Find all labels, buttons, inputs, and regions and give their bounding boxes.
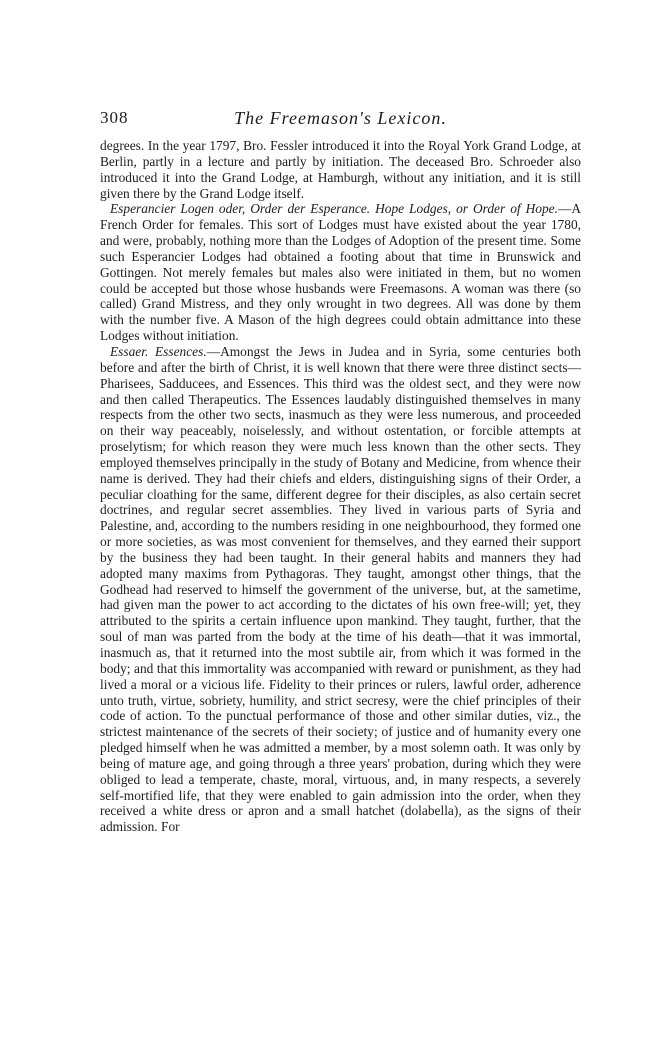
entry-headword: Esperancier Logen oder, Order der Esperance. Hope Lodges, or Order of Hope.: [110, 201, 558, 217]
entry-headword: Essaer. Essences.: [110, 343, 207, 359]
entry-essaer: [100, 344, 581, 835]
paragraph-text: degrees. In the year 1797, Bro. Fessler introduced it into the Royal York Grand Lodge, at Berlin, partly in a lecture and partly by initiation. The deceased Bro. Schroeder also introduced it into the Grand Lodge, at Hamburgh, without any initiation, and it is still given there by the Grand Lodge itself.: [100, 138, 581, 201]
book-page: [100, 108, 581, 835]
entry-text: —A French Order for females. This sort of Lodges must have existed about the year 1780, and were, probably, nothing more than the Lodges of Adoption of the present time. Some such Esperancier Lodges had obtained a footing about that time in Brunswick and Gottingen. Not merely females but males also were initiated in them, but no women could be accepted but those whose husbands were Freemasons. A woman was there (so called) Grand Mistress, and they only wrought in two degrees. All was done by them with the number five. A Mason of the high degrees could obtain admittance into these Lodges without initiation.: [100, 201, 581, 344]
paragraph-continuation: [100, 138, 581, 201]
body-text: [100, 138, 581, 835]
running-title: The Freemason's Lexicon.: [234, 108, 447, 128]
page-number: 308: [100, 108, 129, 127]
entry-text: —Amongst the Jews in Judea and in Syria, some centuries both before and after the birth of Christ, it is well known that there were three distinct sects—Pharisees, Sadducees, and Essences. This third was the oldest sect, and they were now and then called Therapeutics. The Essences laudably distinguished themselves in many respects from the other two sects, inasmuch as they were less numerous, and proceeded on their way peaceably, noiselessly, and without ostentation, or forcible attempts at proselytism; for which reason they were much less known than the other sects. They employed themselves principally in the study of Botany and Medicine, from whence their name is derived. They had their chiefs and elders, distinguishing signs of their Order, a peculiar cloathing for the same, different degree for their disciples, as also certain secret doctrines, and regular secret assemblies. They lived in various parts of Syria and Palestine, and, according to the numbers residing in one neighbourhood, they formed one or more societies, as was most convenient for themselves, and they earned their support by the business they had been taught. In their general habits and manners they had adopted many maxims from Pythagoras. They taught, amongst other things, that the Godhead had reserved to himself the government of the universe, but, at the sametime, had given man the power to act according to the dictates of his own free-will; yet, they attributed to the spirits a certain influence upon mankind. They taught, further, that the soul of man was parted from the body at the time of his death—that it was immortal, inasmuch as, that it returned into the most subtile air, from which it was formed in the body; and that this immortality was accompanied with reward or punishment, as they had lived a moral or a vicious life. Fidelity to their princes or rulers, lawful order, adherence unto truth, virtue, sobriety, humility, and strict secresy, were the chief principles of their code of action. To the punctual performance of those and other similar duties, viz., the strictest maintenance of the secrets of their society; of justice and of humanity every one pledged himself when he was admitted a member, by a most solemn oath. It was only by being of mature age, and going through a three years' probation, during which they were obliged to lead a temperate, chaste, moral, virtuous, and, in many respects, a severely self-mortified life, that they were enabled to gain admission into the order, when they received a white dress or apron and a small hatchet (dolabella), as the signs of their admission. For: [100, 343, 581, 835]
page-header: [100, 108, 581, 138]
entry-esperancier: [100, 201, 581, 344]
